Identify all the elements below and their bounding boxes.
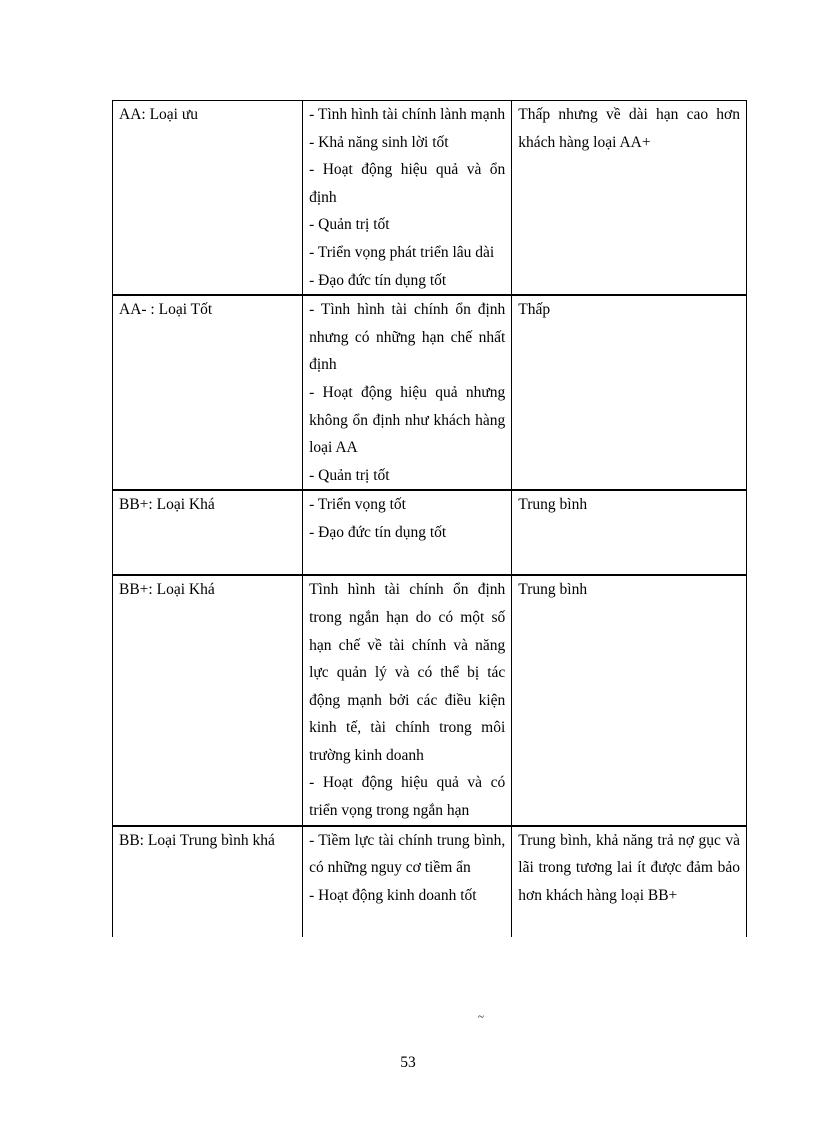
assessment-cell <box>512 295 747 490</box>
assessment-cell <box>512 101 747 296</box>
rating-cell <box>113 490 303 575</box>
criteria-line: - Hoạt động hiệu quả và có triển vọng trong ngắn hạn <box>309 774 506 820</box>
criteria-line: - Triển vọng phát triển lâu dài <box>309 243 495 261</box>
criteria-line: - Triển vọng tốt <box>309 496 406 514</box>
table-row <box>113 575 747 825</box>
criteria-line: - Đạo đức tín dụng tốt <box>309 271 447 289</box>
criteria-line: Tình hình tài chính ổn định trong ngắn hạn do có một số hạn chế về tài chính và năng lực quản lý và có thể bị tác động mạnh bởi các điều kiện kinh tế, tài chính trong môi trường kinh doanh <box>309 581 506 764</box>
criteria-line: - Tình hình tài chính lành mạnh <box>309 106 506 123</box>
rating-label: BB+: Loại Khá <box>119 581 215 599</box>
assessment-text: Trung bình <box>518 496 588 514</box>
rating-cell <box>113 101 303 296</box>
assessment-text: Thấp nhưng về dài hạn cao hơn khách hàng loại AA+ <box>518 106 740 151</box>
rating-label: AA- : Loại Tốt <box>119 301 213 319</box>
criteria-cell <box>303 295 512 490</box>
criteria-cell <box>303 575 512 825</box>
rating-cell <box>113 826 303 937</box>
rating-label: BB: Loại Trung bình khá <box>119 831 275 849</box>
assessment-text: Trung bình <box>518 581 588 599</box>
page-number: 53 <box>400 1054 416 1071</box>
assessment-text: Thấp <box>518 301 551 319</box>
table-row <box>113 490 747 575</box>
assessment-text: Trung bình, khả năng trả nợ gục và lãi trong tương lai ít được đảm bảo hơn khách hàng loại BB+ <box>518 831 740 904</box>
criteria-line: - Tình hình tài chính ổn định nhưng có những hạn chế nhất định <box>309 301 506 374</box>
criteria-line: - Hoạt động hiệu quả và ổn định <box>309 161 506 206</box>
assessment-cell <box>512 575 747 825</box>
assessment-cell <box>512 490 747 575</box>
criteria-line: - Tiềm lực tài chính trung bình, có những nguy cơ tiềm ẩn <box>309 831 506 877</box>
criteria-line: - Khả năng sinh lời tốt <box>309 133 449 151</box>
criteria-line: - Quản trị tốt <box>309 216 390 234</box>
table-row <box>113 295 747 490</box>
criteria-cell <box>303 826 512 937</box>
rating-cell <box>113 295 303 490</box>
cut-off-glyph: ~ <box>478 1011 484 1023</box>
table-row <box>113 101 747 296</box>
criteria-line: - Hoạt động kinh doanh tốt <box>309 886 477 904</box>
criteria-cell <box>303 101 512 296</box>
criteria-line: - Quản trị tốt <box>309 466 390 484</box>
criteria-line: - Hoạt động hiệu quả nhưng không ổn định như khách hàng loại AA <box>309 383 506 457</box>
criteria-cell <box>303 490 512 575</box>
table-row <box>113 826 747 937</box>
rating-label: BB+: Loại Khá <box>119 496 215 514</box>
rating-label: AA: Loại ưu <box>119 106 198 123</box>
rating-table <box>112 100 747 937</box>
rating-cell <box>113 575 303 825</box>
criteria-line: - Đạo đức tín dụng tốt <box>309 523 447 541</box>
assessment-cell <box>512 826 747 937</box>
